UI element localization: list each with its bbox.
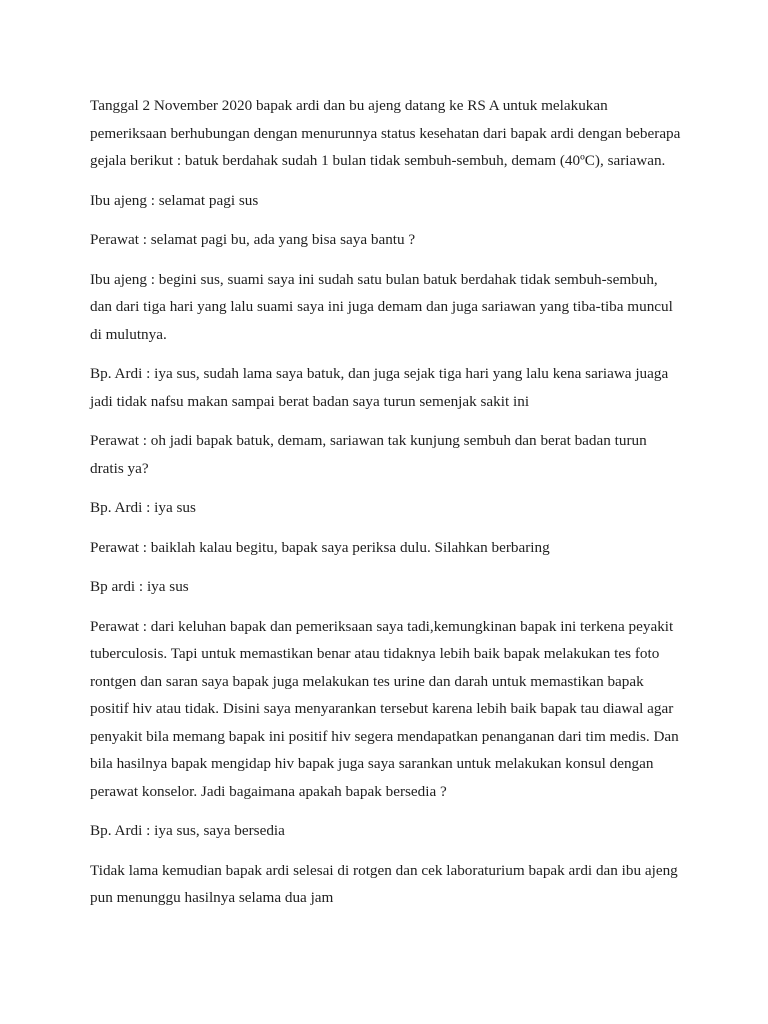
text-line: bila hasilnya bapak mengidap hiv bapak juga saya sarankan untuk melakukan konsul dengan xyxy=(90,755,654,772)
paragraph-dialogue xyxy=(90,427,680,482)
paragraph-dialogue xyxy=(90,534,680,562)
text-line: positif hiv atau tidak. Disini saya menyarankan tersebut karena lebih baik bapak tau diawal agar xyxy=(90,700,674,717)
text-line: Tanggal 2 November 2020 bapak ardi dan bu ajeng datang ke RS A untuk melakukan xyxy=(90,97,608,114)
text-line: Tidak lama kemudian bapak ardi selesai di rotgen dan cek laboraturium bapak ardi dan ibu ajeng xyxy=(90,861,678,879)
text-line: jadi tidak nafsu makan sampai berat badan saya turun semenjak sakit ini xyxy=(90,392,530,410)
paragraph-dialogue xyxy=(90,494,680,522)
text-line: Perawat : dari keluhan bapak dan pemeriksaan saya tadi,kemungkinan bapak ini terkena peyakit xyxy=(90,617,674,635)
paragraph-dialogue xyxy=(90,360,680,415)
text-line: Perawat : oh jadi bapak batuk, demam, sariawan tak kunjung sembuh dan berat badan turun xyxy=(90,432,647,449)
text-line: Bp. Ardi : iya sus, saya bersedia xyxy=(90,822,285,839)
text-line: Ibu ajeng : begini sus, suami saya ini sudah satu bulan batuk berdahak tidak sembuh-sembuh, xyxy=(90,270,658,288)
paragraph-dialogue xyxy=(90,613,680,806)
text-line: Perawat : selamat pagi bu, ada yang bisa saya bantu ? xyxy=(90,231,416,248)
text-line: perawat konselor. Jadi bagaimana apakah bapak bersedia ? xyxy=(90,782,447,800)
paragraph-dialogue xyxy=(90,187,680,215)
paragraph-dialogue xyxy=(90,266,680,349)
text-line: rontgen dan saran saya bapak juga melakukan tes urine dan darah untuk memastikan bapak xyxy=(90,672,644,690)
text-line: Perawat : baiklah kalau begitu, bapak saya periksa dulu. Silahkan berbaring xyxy=(90,538,550,556)
text-line: gejala berikut : batuk berdahak sudah 1 bulan tidak sembuh-sembuh, demam (40ºC), sariawan. xyxy=(90,152,666,169)
text-line: Bp. Ardi : iya sus xyxy=(90,499,196,516)
text-line: dan dari tiga hari yang lalu suami saya ini juga demam dan juga sariawan yang tiba-tiba muncul xyxy=(90,298,673,315)
paragraph-narration xyxy=(90,857,680,912)
text-line: dratis ya? xyxy=(90,459,149,477)
text-line: tuberculosis. Tapi untuk memastikan benar atau tidaknya lebih baik bapak melakukan tes foto xyxy=(90,645,660,662)
text-line: di mulutnya. xyxy=(90,325,167,343)
text-line: pun menunggu hasilnya selama dua jam xyxy=(90,889,334,906)
text-line: pemeriksaan berhubungan dengan menurunnya status kesehatan dari bapak ardi dengan beberapa xyxy=(90,124,681,142)
text-line: penyakit bila memang bapak ini positif hiv segera mendapatkan penanganan dari tim medis. Dan xyxy=(90,727,679,745)
text-line: Bp ardi : iya sus xyxy=(90,578,189,595)
paragraph-dialogue xyxy=(90,573,680,601)
text-line: Ibu ajeng : selamat pagi sus xyxy=(90,191,259,209)
document-body xyxy=(90,92,680,924)
text-line: Bp. Ardi : iya sus, sudah lama saya batuk, dan juga sejak tiga hari yang lalu kena sariawa juaga xyxy=(90,365,669,382)
paragraph-dialogue xyxy=(90,226,680,254)
paragraph-dialogue xyxy=(90,817,680,845)
paragraph-intro xyxy=(90,92,680,175)
